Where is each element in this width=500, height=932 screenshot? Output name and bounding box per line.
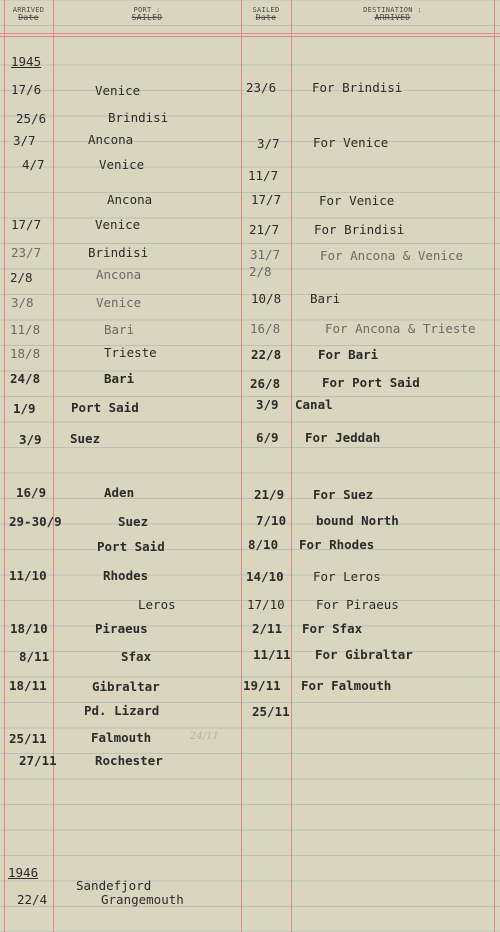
arrived-date: 11/10 bbox=[9, 568, 47, 583]
header-destination-sub: ARRIVED bbox=[374, 13, 411, 22]
year-heading-1945: 1945 bbox=[11, 54, 42, 69]
destination: For Falmouth bbox=[301, 678, 392, 693]
sailed-date: 3/9 bbox=[256, 397, 279, 412]
arrived-date: 1/9 bbox=[13, 401, 36, 416]
port-name: Suez bbox=[70, 431, 101, 446]
destination: For Venice bbox=[313, 135, 389, 150]
arrived-date: 2/8 bbox=[10, 270, 33, 285]
destination: For Ancona & Trieste bbox=[325, 321, 476, 336]
header-port bbox=[53, 6, 241, 22]
destination: For Brindisi bbox=[312, 80, 403, 95]
destination: For Gibraltar bbox=[315, 647, 413, 662]
destination: For Suez bbox=[313, 487, 374, 502]
sailed-date: 21/7 bbox=[249, 222, 280, 237]
header-port-sub: SAILED bbox=[131, 13, 163, 22]
rule-left-edge bbox=[4, 0, 5, 932]
arrived-date: 3/7 bbox=[13, 133, 36, 148]
destination: For Venice bbox=[319, 193, 395, 208]
port-name: Port Said bbox=[71, 400, 139, 415]
port-name: Rochester bbox=[95, 753, 163, 768]
port-name: Venice bbox=[95, 83, 141, 98]
destination: Canal bbox=[295, 397, 333, 412]
sailed-date: 31/7 bbox=[250, 247, 281, 262]
sailed-date: 6/9 bbox=[256, 430, 279, 445]
port-name: Sandefjord bbox=[76, 878, 152, 893]
sailed-date: 17/10 bbox=[247, 597, 285, 612]
rule-right-edge bbox=[494, 0, 495, 932]
sailed-date: 10/8 bbox=[251, 291, 282, 306]
port-name: Venice bbox=[95, 217, 141, 232]
sailed-date: 17/7 bbox=[251, 192, 282, 207]
header-arrived-sub: Date bbox=[18, 13, 39, 22]
destination: Bari bbox=[310, 291, 341, 306]
port-name: Gibraltar bbox=[92, 679, 160, 694]
port-name: Venice bbox=[99, 157, 145, 172]
arrived-date: 11/8 bbox=[10, 322, 41, 337]
port-name: Leros bbox=[138, 597, 176, 612]
port-name: Sfax bbox=[121, 649, 152, 664]
arrived-date: 17/6 bbox=[11, 82, 42, 97]
arrived-date: 22/4 bbox=[17, 892, 48, 907]
header-rule-2 bbox=[0, 36, 500, 37]
sailed-date: 21/9 bbox=[254, 487, 285, 502]
port-name: Piraeus bbox=[95, 621, 148, 636]
destination: For Port Said bbox=[322, 375, 420, 390]
port-name: Pd. Lizard bbox=[84, 703, 160, 718]
sailed-date: 8/10 bbox=[248, 537, 279, 552]
header-arrived bbox=[4, 6, 53, 22]
port-name: Trieste bbox=[104, 345, 157, 360]
sailed-date: 23/6 bbox=[246, 80, 277, 95]
arrived-date: 18/10 bbox=[10, 621, 48, 636]
port-name: Aden bbox=[104, 485, 135, 500]
port-name: Suez bbox=[118, 514, 149, 529]
port-name: Grangemouth bbox=[101, 892, 184, 907]
arrived-date: 29-30/9 bbox=[9, 514, 62, 529]
destination: For Brindisi bbox=[314, 222, 405, 237]
destination: bound North bbox=[316, 513, 399, 528]
destination: For Leros bbox=[313, 569, 381, 584]
arrived-date: 18/8 bbox=[10, 346, 41, 361]
header-destination bbox=[291, 6, 494, 22]
sailed-date: 19/11 bbox=[243, 678, 281, 693]
header-port-label: PORT : bbox=[133, 6, 161, 14]
sailed-date: 16/8 bbox=[250, 321, 281, 336]
sailed-date: 26/8 bbox=[250, 376, 281, 391]
destination: For Piraeus bbox=[316, 597, 399, 612]
destination: For Rhodes bbox=[299, 537, 375, 552]
arrived-date: 17/7 bbox=[11, 217, 42, 232]
header-sailed bbox=[241, 6, 291, 22]
sailed-date: 2/11 bbox=[252, 621, 283, 636]
port-name: Brindisi bbox=[108, 110, 169, 125]
sailed-date: 25/11 bbox=[252, 704, 290, 719]
port-name: Ancona bbox=[88, 132, 134, 147]
sailed-date: 14/10 bbox=[246, 569, 284, 584]
arrived-date: 18/11 bbox=[9, 678, 47, 693]
header-sailed-label: SAILED bbox=[252, 6, 280, 14]
arrived-date: 16/9 bbox=[16, 485, 47, 500]
destination: For Ancona & Venice bbox=[320, 248, 463, 263]
arrived-date: 23/7 bbox=[11, 245, 42, 260]
sailed-date: 7/10 bbox=[256, 513, 287, 528]
port-name: Bari bbox=[104, 371, 135, 386]
arrived-date: 8/11 bbox=[19, 649, 50, 664]
port-name: Port Said bbox=[97, 539, 165, 554]
sailed-date: 22/8 bbox=[251, 347, 282, 362]
arrived-date: 3/8 bbox=[11, 295, 34, 310]
port-name: Ancona bbox=[96, 267, 142, 282]
sailed-date: 11/11 bbox=[253, 647, 291, 662]
port-name: Rhodes bbox=[103, 568, 149, 583]
header-arrived-label: ARRIVED bbox=[12, 6, 45, 14]
sailed-date: 11/7 bbox=[248, 168, 279, 183]
arrived-date: 25/6 bbox=[16, 111, 47, 126]
header-sailed-sub: Date bbox=[255, 13, 277, 22]
arrived-date: 24/8 bbox=[10, 371, 41, 386]
port-name: Falmouth bbox=[91, 730, 152, 745]
port-name: Venice bbox=[96, 295, 142, 310]
header-rule-1 bbox=[0, 33, 500, 34]
arrived-date: 3/9 bbox=[19, 432, 42, 447]
arrived-date: 4/7 bbox=[22, 157, 45, 172]
sailed-date: 2/8 bbox=[249, 264, 272, 279]
arrived-date: 27/11 bbox=[19, 753, 57, 768]
port-name: Ancona bbox=[107, 192, 153, 207]
arrived-date: 25/11 bbox=[9, 731, 47, 746]
destination: For Sfax bbox=[302, 621, 363, 636]
rule-after-sailed bbox=[291, 0, 292, 932]
sailed-date: 3/7 bbox=[257, 136, 280, 151]
pencil-note: 24/11 bbox=[190, 731, 219, 742]
destination: For Jeddah bbox=[305, 430, 381, 445]
rule-after-arrived bbox=[53, 0, 54, 932]
header-destination-label: DESTINATION : bbox=[363, 6, 422, 14]
year-heading-1946: 1946 bbox=[8, 865, 39, 880]
destination: For Bari bbox=[318, 347, 379, 362]
port-name: Brindisi bbox=[88, 245, 149, 260]
rule-after-port bbox=[241, 0, 242, 932]
port-name: Bari bbox=[104, 322, 135, 337]
